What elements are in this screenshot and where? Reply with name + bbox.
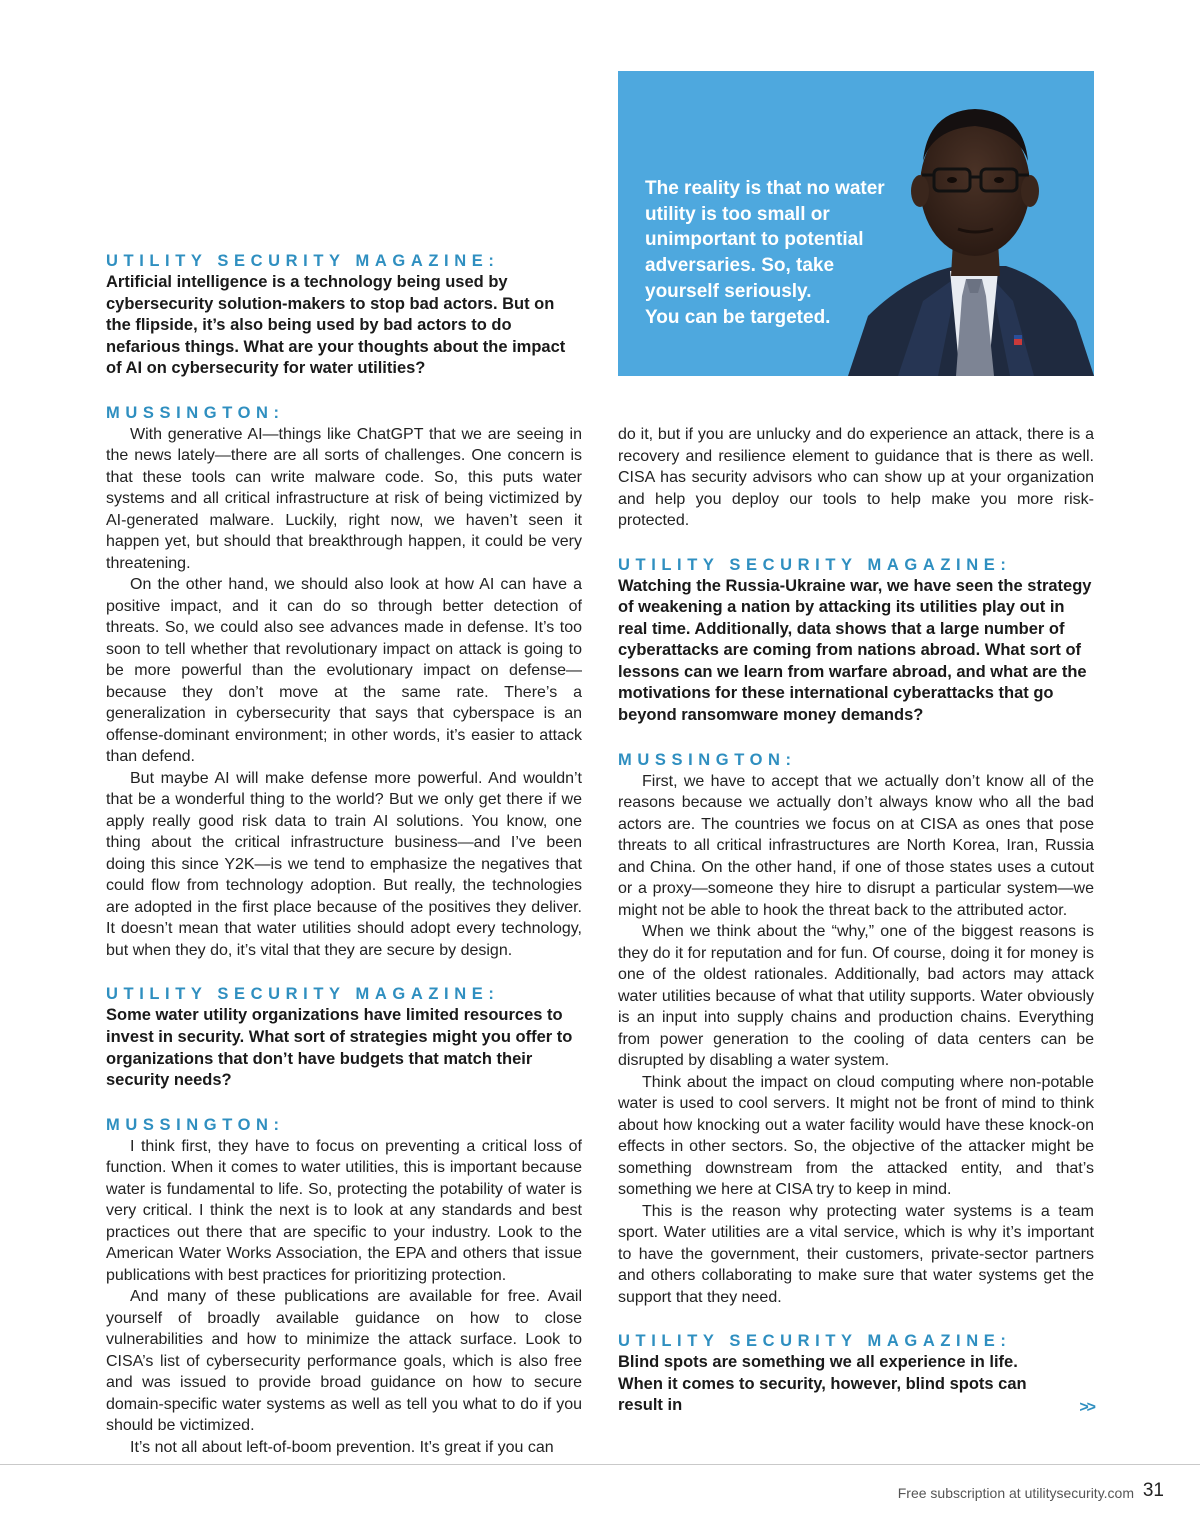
pull-quote-line: utility is too small or [645,203,830,225]
left-column [106,250,582,1480]
pull-quote-line: yourself seriously. [645,280,812,302]
footer-divider [0,1464,1200,1465]
answer-paragraph: First, we have to accept that we actually don’t know all of the reasons because we actually don’t always know who all the bad actors are. The countries we focus on at CISA as ones that pose threats to all critical infrastructures are North Korea, Iran, Russia and China. On the other hand, if one of those states uses a cutout or a proxy—someone they hire to disrupt a particular system—we might not be able to hook the threat back to the attributed actor. [618,772,1094,919]
answer-body [106,424,582,962]
question-wrap [618,1352,1094,1417]
answer-paragraph: But maybe AI will make defense more powerful. And wouldn’t that be a wonderful thing to the world? But we only get there if we apply really good risk data to train AI solutions. You know, one thing about the critical infrastructure business—and I’ve been doing this since Y2K—is we tend to emphasize the negatives that could flow from technology adoption. But really, the technologies are adopted in the first place because of the positives they deliver. It doesn’t mean that water utilities should adopt every technology, but when they do, it’s vital that they are secure by design. [106,769,582,959]
answer-label: MUSSINGTON: [618,750,797,769]
footer-subscription: Free subscription at utilitysecurity.com [897,1485,1134,1501]
answer-paragraph: It’s not all about left-of-boom prevention. It’s great if you can [130,1438,554,1456]
right-column [618,424,1094,1417]
answer-paragraph: On the other hand, we should also look at how AI can have a positive impact, and it can do so through better detection of threats. So, we could also see advances made in defense. It’s too soon to tell whether that revolutionary impact on attack is going to be more powerful than the evolutionary impact on defense—because they don’t move at the same rate. There’s a generalization in cybersecurity that says that cyberspace is an offense-dominant environment; in other words, it’s easier to attack than defend. [106,576,582,766]
question-text: Watching the Russia-Ukraine war, we have seen the strategy of weakening a nation by attacking its utilities play out in real time. Additionally, data shows that a large number of cyberattacks are coming from nations abroad. What sort of lessons can we learn from warfare abroad, and what are the motivations for these international cyberattacks that go beyond ransomware money demands? [618,576,1092,725]
pull-quote-line: unimportant to potential [645,229,864,251]
continue-arrow-icon: >> [1079,1398,1094,1416]
pull-quote-box [618,71,1094,376]
pull-quote-line: You can be targeted. [645,306,831,328]
pull-quote-line: adversaries. So, take [645,255,835,277]
answer-body [106,1136,582,1459]
question-text: Artificial intelligence is a technology being used by cybersecurity solution-makers to stop bad actors. But on the flipside, it’s also being used by bad actors to do nefarious things. What are your thoughts about the impact of AI on cybersecurity for water utilities? [106,273,566,378]
answer-paragraph: Think about the impact on cloud computing where non-potable water is used to cool servers. It might not be front of mind to think about how knocking out a water facility would have these knock-on effects in other sectors. So, the objective of the attacker might be something downstream from the attacked entity, and that’s something we here at CISA try to keep in mind. [618,1073,1094,1199]
page-number: 31 [1142,1480,1164,1501]
question-text: Blind spots are something we all experience in life. When it comes to security, however, blind spots can result in [618,1353,1027,1415]
answer-paragraph: When we think about the “why,” one of the biggest reasons is they do it for reputation and for fun. Of course, doing it for money is one of the oldest rationales. Additionally, bad actors may attack water utilities because of what that utility supports. Water obviously is an input into supply chains and production chains. Everything from power generation to the cooling of data centers can be disrupted by disabling a water system. [618,923,1094,1070]
answer-paragraph: This is the reason why protecting water systems is a team sport. Water utilities are a vital service, which is why it’s important to have the government, their customers, private-sector partners and others collaborating to make sure that water systems get the support that they need. [618,1202,1094,1306]
answer-paragraph: do it, but if you are unlucky and do experience an attack, there is a recovery and resilience element to guidance that is there as well. CISA has security advisors who can show up at your organization and help you deploy our tools to help make you more risk-protected. [618,426,1094,529]
question-text: Some water utility organizations have limited resources to invest in security. What sort of strategies might you offer to organizations that don’t have budgets that match their security needs? [106,1006,573,1090]
pull-quote-text [645,176,915,330]
answer-label: MUSSINGTON: [106,403,285,422]
answer-paragraph: I think first, they have to focus on preventing a critical loss of function. When it comes to water utilities, this is important because water is fundamental to life. So, protecting the potability of water is very critical. I think the next is to look at any standards and best practices out there that are specific to your industry. Look to the American Water Works Association, the EPA and others that issue publications with best practices for prioritizing protection. [106,1137,582,1284]
answer-paragraph: With generative AI—things like ChatGPT that we are seeing in the news lately—there are all sorts of challenges. One concern is that these tools can write malware code. So, this puts water systems and all critical infrastructure at risk of being victimized by AI-generated malware. Luckily, right now, we haven’t seen it happen yet, but should that breakthrough happen, it could be very threatening. [106,425,582,572]
answer-body-continued [618,424,1094,532]
answer-body [618,771,1094,1309]
answer-paragraph: And many of these publications are available for free. Avail yourself of broadly available guidance on how to close vulnerabilities and how to minimize the attack surface. Look to CISA’s list of cybersecurity performance goals, which is also free and was issued to provide broad guidance on how to secure domain-specific water systems as well as tell you what to do if you should be victimized. [106,1288,582,1435]
question-label: UTILITY SECURITY MAGAZINE: [106,985,500,1004]
pull-quote-line: The reality is that no water [645,178,885,199]
question-label: UTILITY SECURITY MAGAZINE: [618,1332,1012,1351]
answer-label: MUSSINGTON: [106,1115,285,1134]
question-label: UTILITY SECURITY MAGAZINE: [618,555,1012,574]
question-label: UTILITY SECURITY MAGAZINE: [106,252,500,270]
